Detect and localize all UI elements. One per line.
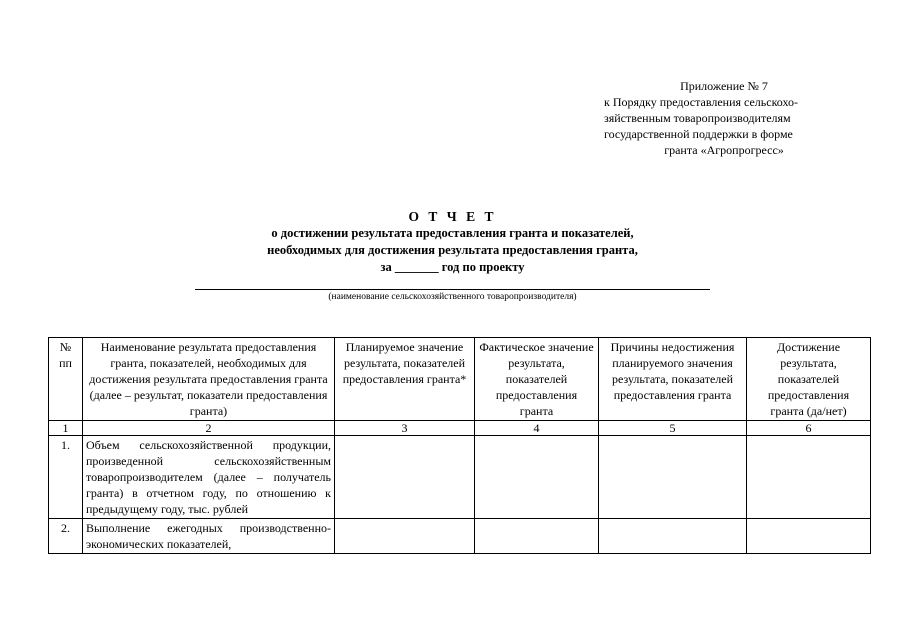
achievement-cell[interactable]: [747, 436, 871, 519]
achievement-cell[interactable]: [747, 519, 871, 554]
producer-name-caption: (наименование сельскохозяйственного товаропроизводителя): [328, 292, 577, 302]
column-number-row: [49, 421, 871, 436]
indicator-name: Объем сельскохозяйственной продукции, произведенной сельскохозяйственным товаропроизводителем (далее – получатель гранта) в отчетном году, по отношению к предыдущему году, тыс. рублей: [83, 436, 335, 519]
row-number: 1.: [49, 436, 83, 519]
column-number: 6: [747, 421, 871, 436]
table-header-row: [49, 338, 871, 421]
planned-value-cell[interactable]: [335, 519, 475, 554]
column-number: 2: [83, 421, 335, 436]
appendix-number: Приложение № 7: [680, 79, 768, 93]
appendix-reference: [604, 78, 844, 158]
column-header: № пп: [49, 338, 83, 421]
actual-value-cell[interactable]: [475, 519, 599, 554]
table-row: [49, 436, 871, 519]
report-title: [150, 208, 755, 276]
column-header: Причины недостижения планируемого значения результата, показателей предоставления гранта: [599, 338, 747, 421]
report-title-line: о достижении результата предоставления гранта и показателей,: [271, 226, 634, 240]
reasons-cell[interactable]: [599, 436, 747, 519]
indicator-name: Выполнение ежегодных производственно-экономических показателей,: [83, 519, 335, 554]
page-edge-mask: [0, 580, 905, 640]
column-number: 3: [335, 421, 475, 436]
actual-value-cell[interactable]: [475, 436, 599, 519]
column-number: 1: [49, 421, 83, 436]
column-header: Достижение результата, показателей предоставления гранта (да/нет): [747, 338, 871, 421]
appendix-line: государственной поддержки в форме: [604, 127, 793, 141]
row-number: 2.: [49, 519, 83, 554]
table-row: [49, 519, 871, 554]
producer-name-field[interactable]: [195, 289, 710, 290]
report-title-line: необходимых для достижения результата предоставления гранта,: [267, 243, 638, 257]
column-number: 4: [475, 421, 599, 436]
appendix-line: гранта «Агропрогресс»: [664, 143, 784, 157]
column-header: Планируемое значение результата, показателей предоставления гранта*: [335, 338, 475, 421]
appendix-line: к Порядку предоставления сельскохо-: [604, 95, 799, 109]
column-number: 5: [599, 421, 747, 436]
report-heading: О Т Ч Е Т: [408, 209, 497, 224]
reasons-cell[interactable]: [599, 519, 747, 554]
column-header: Фактическое значение результата, показателей предоставления гранта: [475, 338, 599, 421]
report-period-line: за _______ год по проекту: [380, 260, 525, 274]
planned-value-cell[interactable]: [335, 436, 475, 519]
appendix-line: зяйственным товаропроизводителям: [604, 111, 791, 125]
report-table: [48, 337, 871, 554]
column-header: Наименование результата предоставления гранта, показателей, необходимых для достижения результата предоставления гранта (далее – результат, показатели предоставления гранта): [83, 338, 335, 421]
